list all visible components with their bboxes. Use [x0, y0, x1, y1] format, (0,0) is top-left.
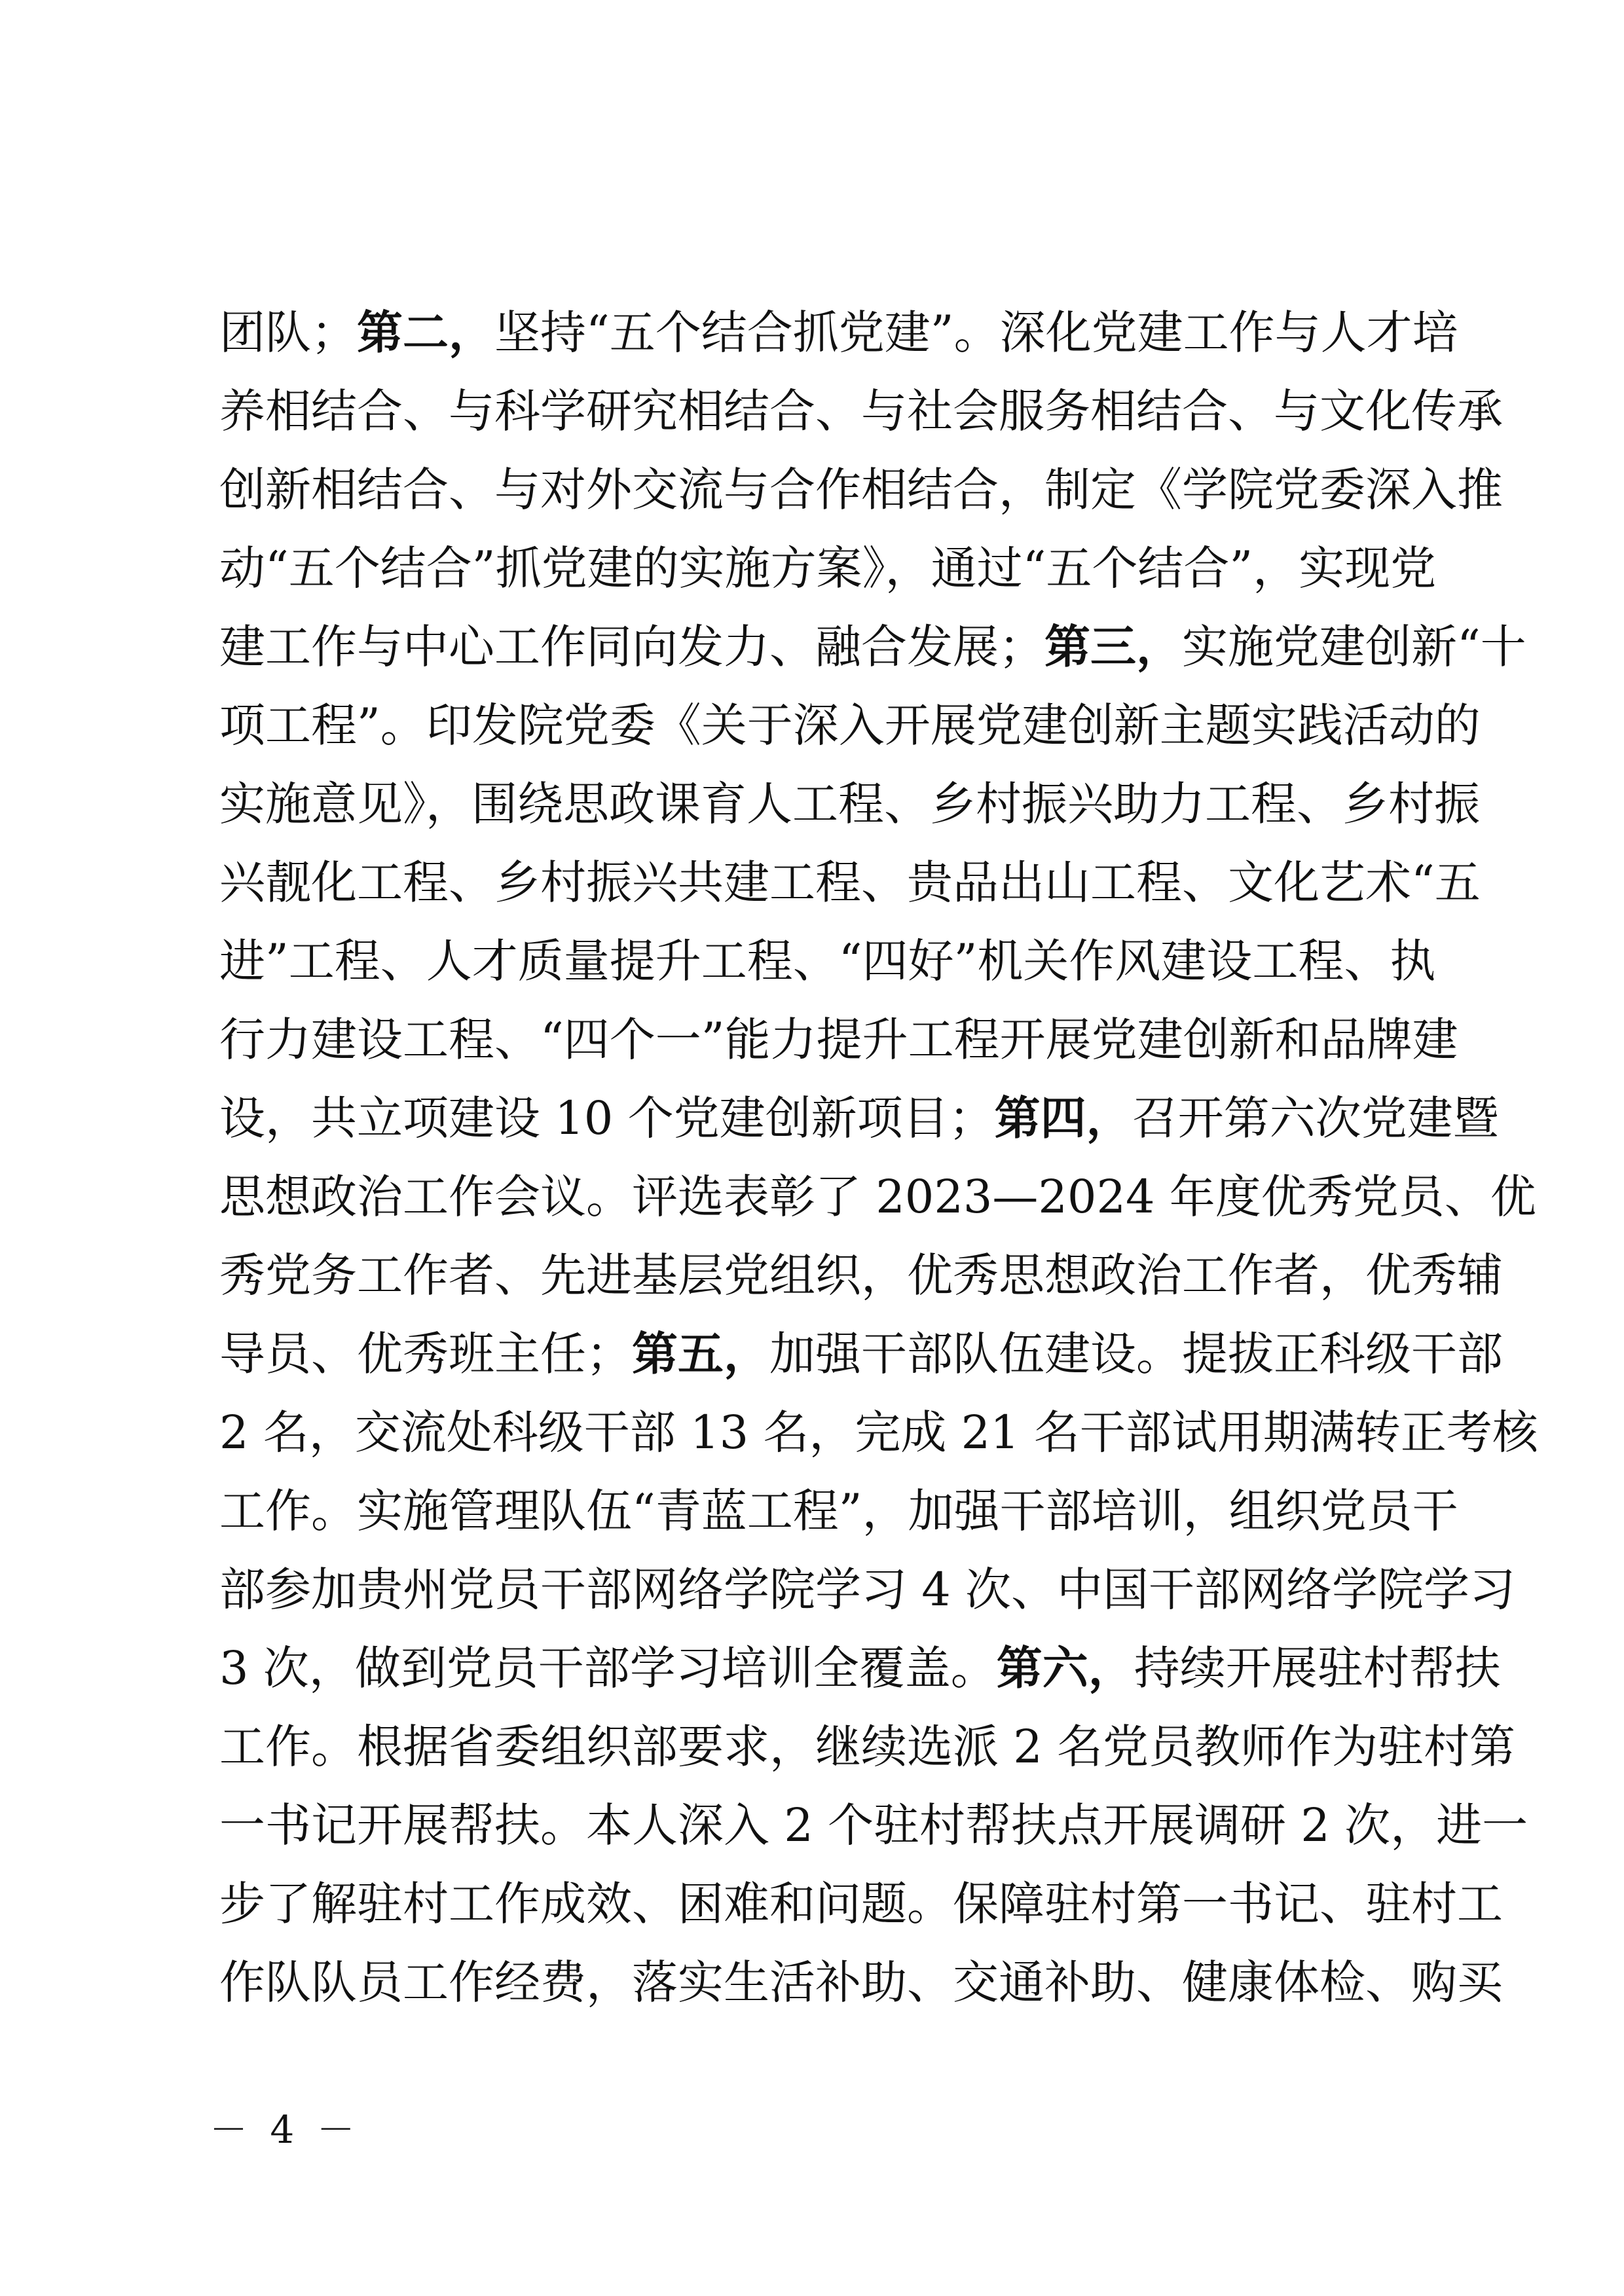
text-line	[219, 1472, 1458, 1550]
body-text: 作队队员工作经费，落实生活补助、交通补助、健康体检、购买	[219, 1956, 1503, 2009]
bold-heading-text: 第四，	[994, 1091, 1132, 1145]
body-text: 步了解驻村工作成效、困难和问题。保障驻村第一书记、驻村工	[219, 1877, 1503, 1931]
bold-heading-text: 第六，	[996, 1641, 1134, 1695]
body-text: 进”工程、人才质量提升工程、“四好”机关作风建设工程、执	[219, 934, 1436, 988]
body-text: 兴靓化工程、乡村振兴共建工程、贵品出山工程、文化艺术“五	[219, 856, 1481, 909]
body-text: 持续开展驻村帮扶	[1134, 1641, 1501, 1695]
document-body	[219, 293, 1538, 2022]
text-line	[219, 1157, 1536, 1236]
body-text: 召开第六次党建暨	[1132, 1091, 1499, 1145]
text-line	[219, 608, 1526, 686]
bold-heading-text: 第三，	[1044, 619, 1182, 674]
text-line	[219, 1707, 1516, 1786]
text-line	[219, 922, 1436, 1000]
text-line	[219, 1000, 1458, 1079]
text-line	[219, 765, 1480, 843]
body-text: 养相结合、与科学研究相结合、与社会服务相结合、与文化传承	[219, 384, 1503, 438]
body-text: 一书记开展帮扶。本人深入 2 个驻村帮扶点开展调研 2 次，进一	[219, 1798, 1528, 1852]
text-line	[219, 1550, 1516, 1629]
text-line	[219, 686, 1481, 765]
body-text: 实施意见》，围绕思政课育人工程、乡村振兴助力工程、乡村振	[219, 777, 1480, 831]
body-text: 团队；	[219, 306, 357, 359]
body-text: 2 名，交流处科级干部 13 名，完成 21 名干部试用期满转正考核	[219, 1406, 1538, 1459]
body-text: 建工作与中心工作同向发力、融合发展；	[219, 620, 1044, 674]
body-text: 思想政治工作会议。评选表彰了 2023—2024 年度优秀党员、优	[219, 1170, 1536, 1224]
text-line	[219, 843, 1481, 922]
text-line	[219, 293, 1458, 372]
text-line	[219, 1865, 1503, 1943]
text-line	[219, 529, 1437, 608]
body-text: 提拔正科级干部	[1182, 1327, 1503, 1381]
body-text: 导员、优秀班主任；	[219, 1327, 632, 1381]
text-line	[219, 1943, 1503, 2022]
body-text: 工作。实施管理队伍“青蓝工程”，加强干部培训，组织党员干	[219, 1484, 1458, 1538]
body-text: 行力建设工程、“四个一”能力提升工程开展党建创新和品牌建	[219, 1013, 1458, 1066]
body-text: 坚持“五个结合抓党建”。深化党建工作与人才培	[494, 306, 1458, 359]
text-line	[219, 1236, 1503, 1315]
body-text: 项工程”。印发院党委《关于深入开展党建创新主题实践活动的	[219, 699, 1481, 752]
page-number: － 4 －	[210, 2107, 360, 2152]
body-text: 部参加贵州党员干部网络学院学习 4 次、中国干部网络学院学习	[219, 1563, 1516, 1616]
text-line	[219, 372, 1503, 450]
body-text: 设，共立项建设 10 个党建创新项目；	[219, 1091, 995, 1145]
text-line	[219, 1629, 1501, 1707]
body-text: 实施党建创新“十	[1182, 620, 1526, 674]
bold-heading-text: 第二，	[357, 305, 494, 359]
body-text: 工作。根据省委组织部要求，继续选派 2 名党员教师作为驻村第	[219, 1720, 1516, 1774]
bold-heading-text: 第五，	[632, 1326, 769, 1381]
body-text: 加强干部队伍建设。	[769, 1327, 1182, 1381]
text-line	[219, 450, 1503, 529]
text-line	[219, 1079, 1499, 1157]
body-text: 创新相结合、与对外交流与合作相结合，制定《学院党委深入推	[219, 463, 1503, 517]
text-line	[219, 1393, 1538, 1472]
body-text: 秀党务工作者、先进基层党组织，优秀思想政治工作者，优秀辅	[219, 1248, 1503, 1302]
body-text: 3 次，做到党员干部学习培训全覆盖。	[219, 1641, 997, 1695]
body-text: 动“五个结合”抓党建的实施方案》，通过“五个结合”，实现党	[219, 541, 1437, 595]
text-line	[219, 1315, 1503, 1393]
text-line	[219, 1786, 1528, 1865]
